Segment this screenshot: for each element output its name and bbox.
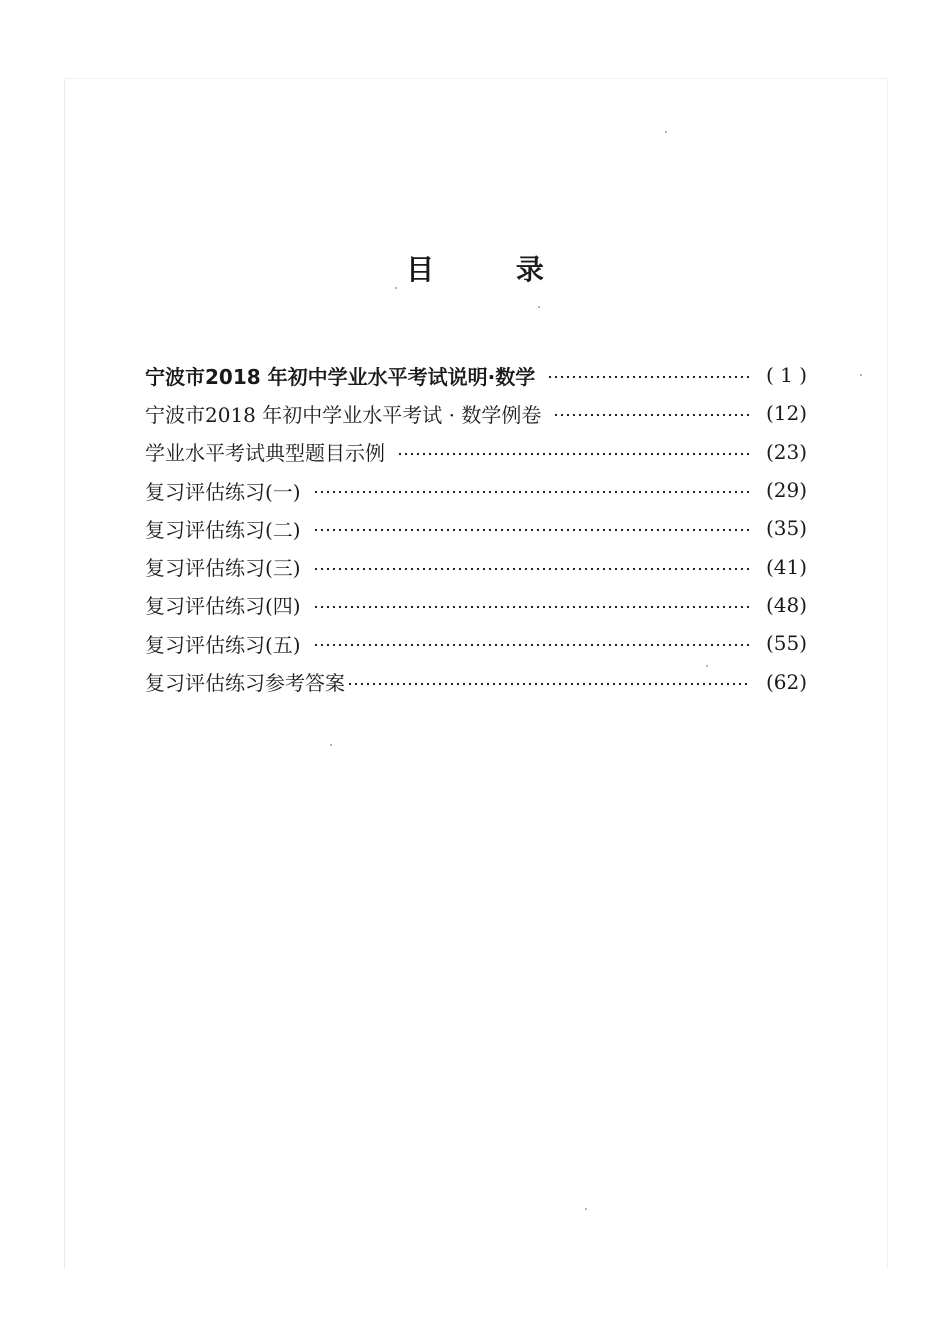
toc-entry[interactable] bbox=[145, 433, 807, 471]
dot-leader bbox=[347, 682, 751, 686]
dot-leader bbox=[313, 490, 751, 494]
scan-speck bbox=[860, 374, 862, 376]
dot-leader bbox=[547, 375, 751, 379]
toc-entry-label: 复习评估练习(二) bbox=[145, 517, 301, 542]
dot-leader bbox=[313, 605, 751, 609]
toc-entry-page: (48) bbox=[765, 592, 807, 617]
toc-entry[interactable] bbox=[145, 471, 807, 509]
dot-leader bbox=[397, 452, 751, 456]
toc-entry-page: (23) bbox=[765, 439, 807, 464]
toc-entry-label: 复习评估练习(四) bbox=[145, 594, 301, 619]
dot-leader bbox=[553, 413, 751, 417]
toc-entry-page: ( 1 ) bbox=[765, 363, 807, 388]
toc-entry-label: 复习评估练习参考答案 bbox=[145, 671, 345, 696]
toc-entry-label: 宁波市2018 年初中学业水平考试 · 数学例卷 bbox=[145, 402, 542, 427]
page-title: 目 录 bbox=[406, 253, 580, 286]
toc-entry-page: (62) bbox=[765, 669, 807, 694]
toc-entry-page: (29) bbox=[765, 478, 807, 503]
toc-entry-page: (12) bbox=[765, 401, 807, 426]
toc-entry-page: (41) bbox=[765, 554, 807, 579]
scan-speck bbox=[330, 744, 332, 746]
toc-entry-page: (55) bbox=[765, 631, 807, 656]
toc-entry-label: 学业水平考试典型题目示例 bbox=[145, 441, 385, 466]
toc-entry-label: 宁波市2018 年初中学业水平考试说明·数学 bbox=[145, 364, 536, 389]
scan-speck bbox=[538, 306, 540, 308]
toc-entry[interactable] bbox=[145, 624, 807, 662]
toc-entry-label: 复习评估练习(三) bbox=[145, 556, 301, 581]
toc-entry[interactable] bbox=[145, 586, 807, 624]
scan-speck bbox=[706, 665, 708, 667]
toc-entry[interactable] bbox=[145, 356, 807, 394]
scan-speck bbox=[395, 287, 397, 289]
scan-speck bbox=[585, 1208, 587, 1210]
dot-leader bbox=[313, 643, 751, 647]
dot-leader bbox=[313, 567, 751, 571]
toc-entry-label: 复习评估练习(一) bbox=[145, 479, 301, 504]
toc-entry[interactable] bbox=[145, 662, 807, 700]
toc-entry-label: 复习评估练习(五) bbox=[145, 632, 301, 657]
toc-entry[interactable] bbox=[145, 547, 807, 585]
table-of-contents bbox=[145, 356, 807, 701]
scan-speck bbox=[665, 131, 667, 133]
toc-entry-page: (35) bbox=[765, 516, 807, 541]
dot-leader bbox=[313, 528, 751, 532]
toc-entry[interactable] bbox=[145, 394, 807, 432]
toc-entry[interactable] bbox=[145, 509, 807, 547]
